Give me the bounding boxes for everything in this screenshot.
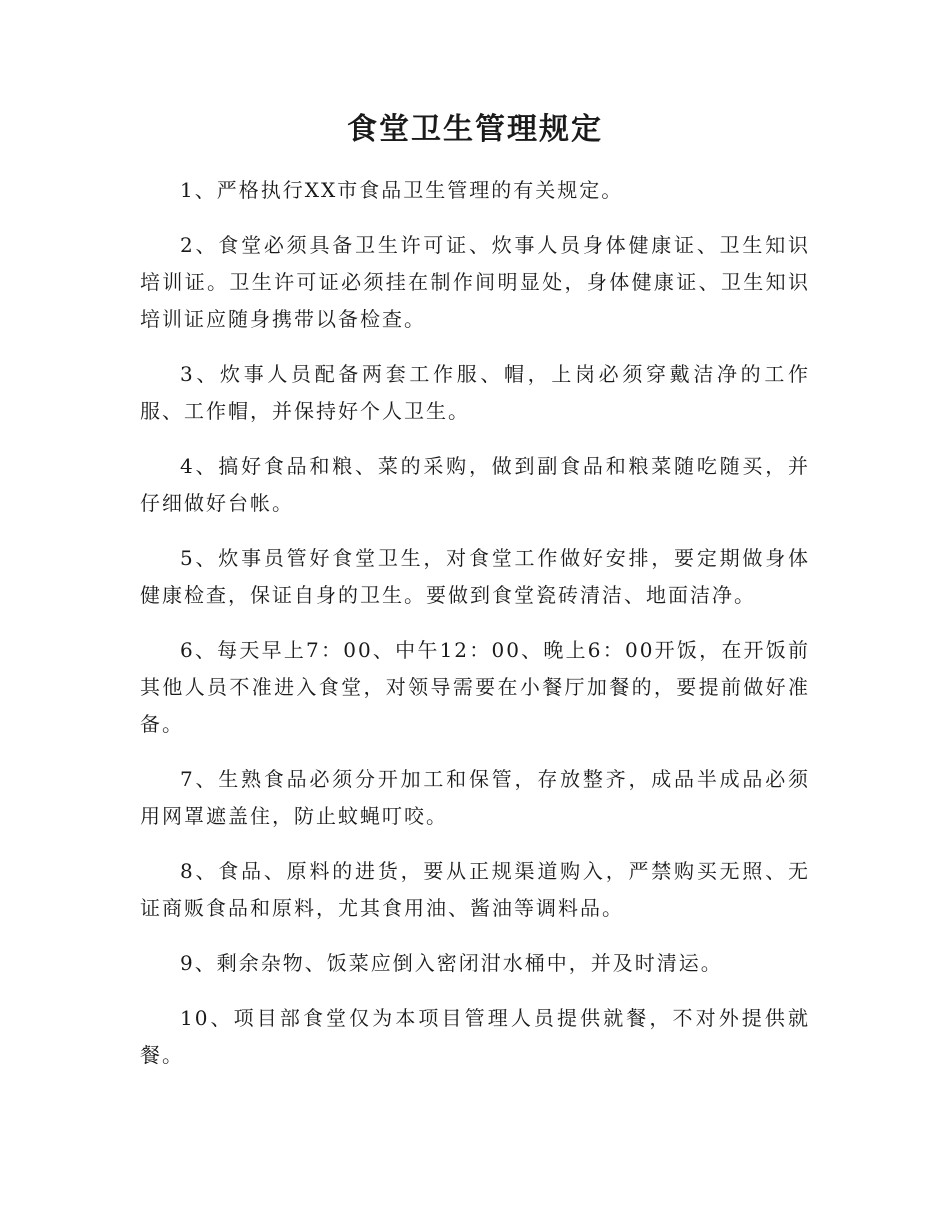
clause-10: 10、项目部食堂仅为本项目管理人员提供就餐，不对外提供就餐。 (140, 1006, 810, 1067)
clause-8: 8、食品、原料的进货，要从正规渠道购入，严禁购买无照、无证商贩食品和原料，尤其食用油、酱油等调料品。 (140, 859, 810, 920)
clause-2: 2、食堂必须具备卫生许可证、炊事人员身体健康证、卫生知识培训证。卫生许可证必须挂在制作间明显处，身体健康证、卫生知识培训证应随身携带以备检查。 (140, 233, 810, 331)
clause-list (140, 172, 810, 1074)
clause-4: 4、搞好食品和粮、菜的采购，做到副食品和粮菜随吃随买，并仔细做好台帐。 (140, 454, 810, 515)
clause-1: 1、严格执行XX市食品卫生管理的有关规定。 (180, 178, 624, 202)
clause-9: 9、剩余杂物、饭菜应倒入密闭泔水桶中，并及时清运。 (180, 951, 723, 975)
clause-3: 3、炊事人员配备两套工作服、帽，上岗必须穿戴洁净的工作服、工作帽，并保持好个人卫生。 (140, 362, 810, 423)
clause-6: 6、每天早上7：00、中午12：00、晚上6：00开饭，在开饭前其他人员不准进入食堂，对领导需要在小餐厅加餐的，要提前做好准备。 (140, 638, 810, 736)
clause-5: 5、炊事员管好食堂卫生，对食堂工作做好安排，要定期做身体健康检查，保证自身的卫生。要做到食堂瓷砖清洁、地面洁净。 (140, 546, 810, 607)
clause-7: 7、生熟食品必须分开加工和保管，存放整齐，成品半成品必须用网罩遮盖住，防止蚊蝇叮咬。 (140, 767, 810, 828)
document-title: 食堂卫生管理规定 (347, 112, 603, 147)
